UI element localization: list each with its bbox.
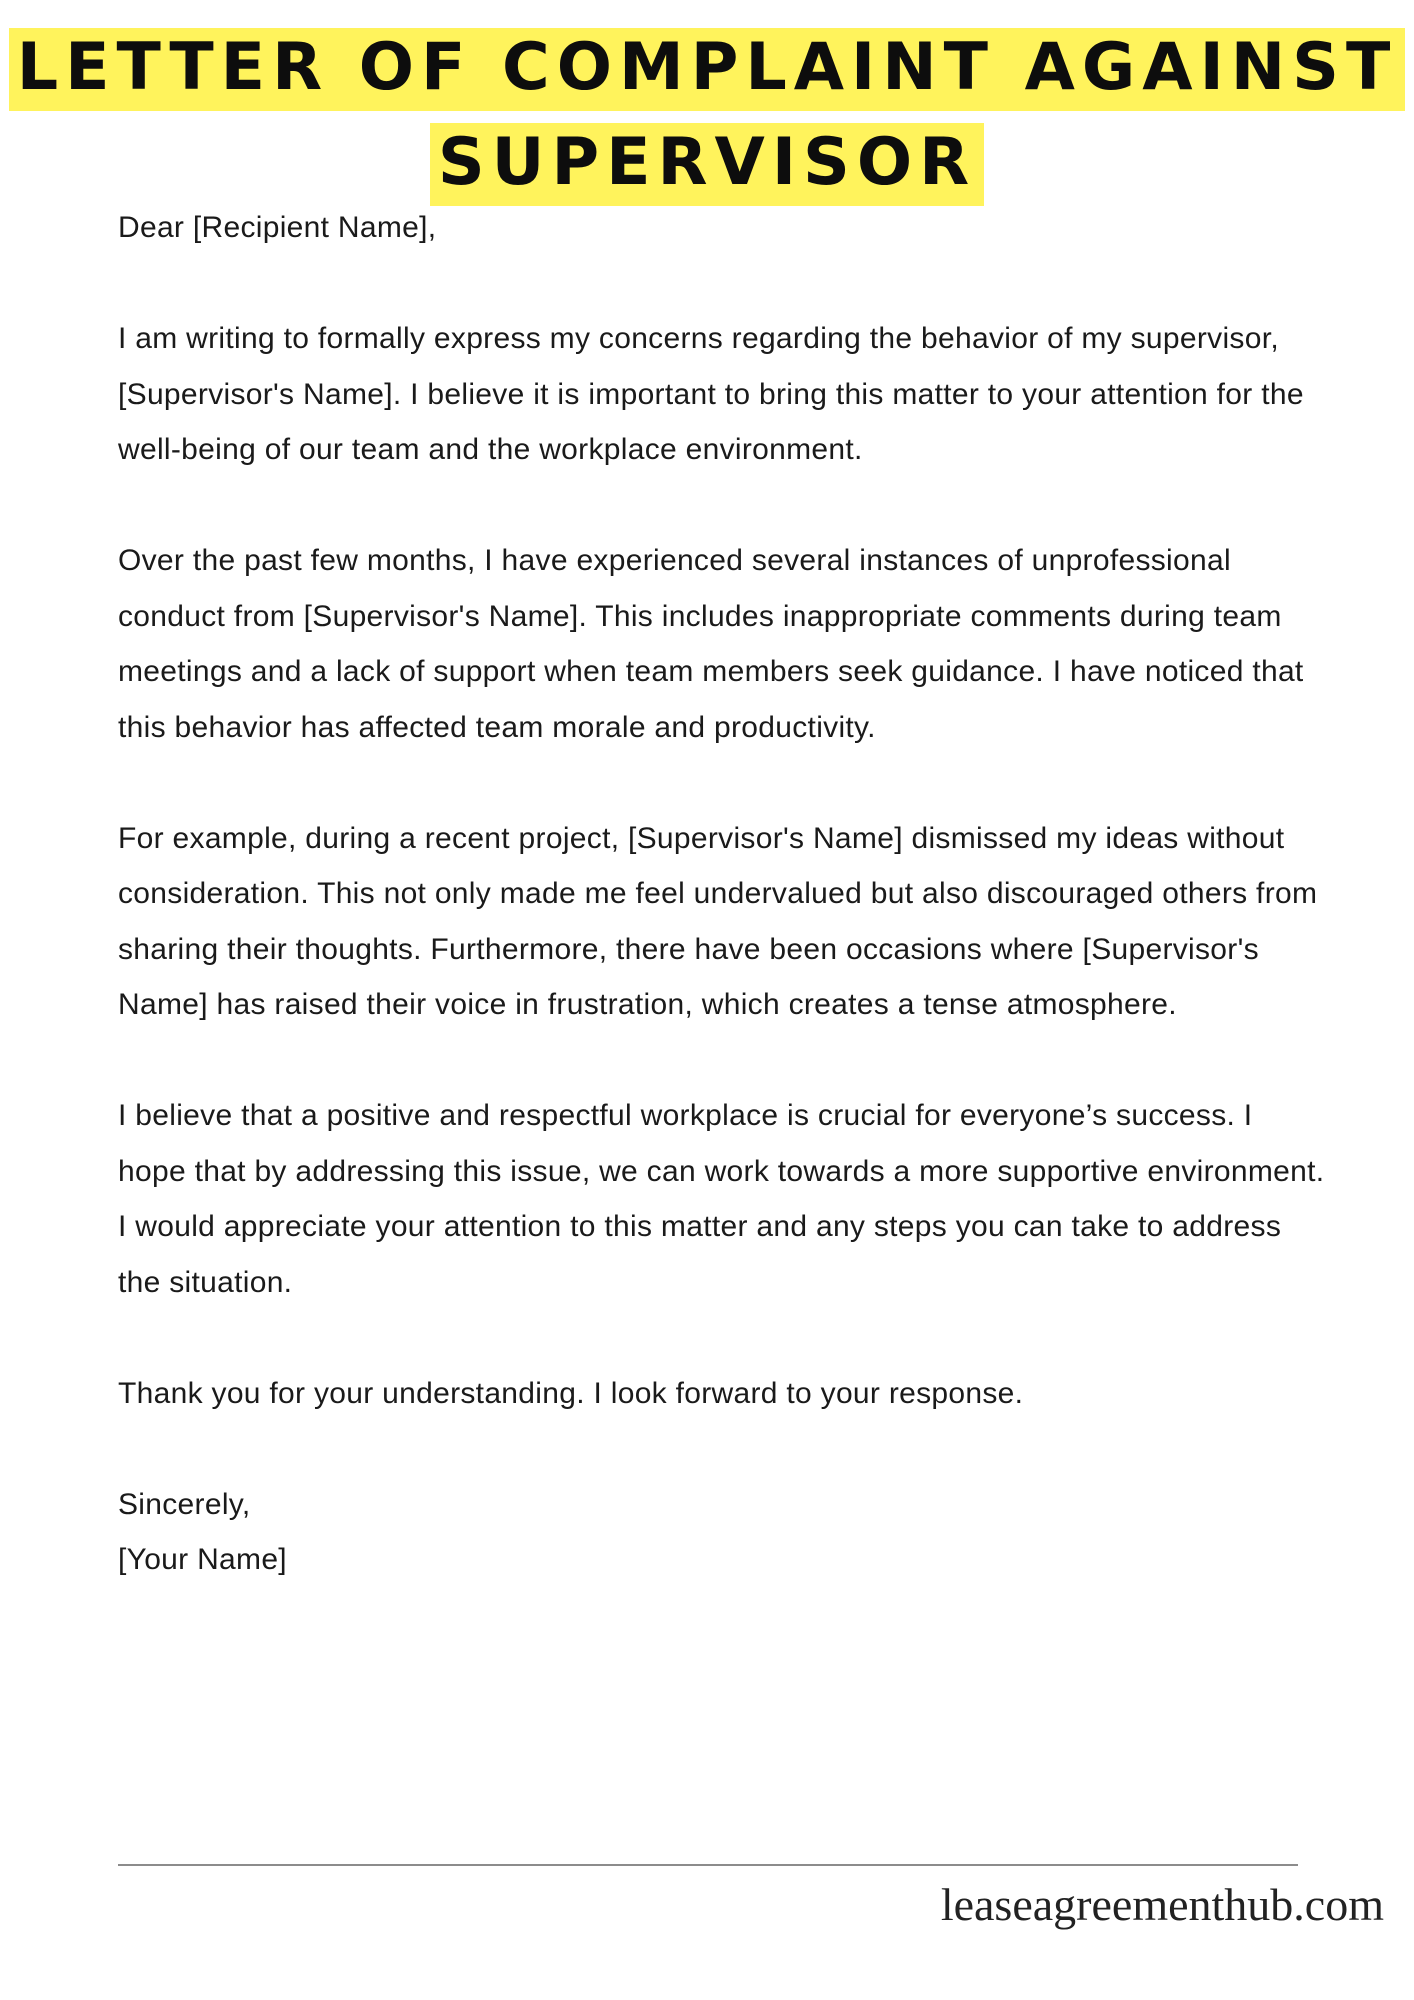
title-highlight: LETTER OF COMPLAINT AGAINST SUPERVISOR [9,28,1406,206]
closing: Sincerely, [118,1487,251,1521]
paragraph-request: I believe that a positive and respectful workplace is crucial for everyone’s success. I hope that by addressing this issue, we can work towards a more supportive environment. I would appreciate your attention to this matter and any steps you can take to address the situation. [118,1099,1325,1299]
paragraph-intro: I am writing to formally express my concerns regarding the behavior of my supervisor, [Supervisor's Name]. I believe it is important to bring this matter to your attention for the well-being of our team and the workplace environment. [118,322,1304,466]
paragraph-conduct: Over the past few months, I have experienced several instances of unprofessional conduct from [Supervisor's Name]. This includes inappropriate comments during team meetings and a lack of support when team members seek guidance. I have noticed that this behavior has affected team morale and productivity. [118,544,1304,744]
paragraph-thanks: Thank you for your understanding. I look forward to your response. [118,1376,1024,1410]
footer-brand: leaseagreementhub.com [940,1879,1384,1930]
page-title [0,20,1414,210]
paragraph-example: For example, during a recent project, [Supervisor's Name] dismissed my ideas without consideration. This not only made me feel undervalued but also discouraged others from sharing their thoughts. Furthermore, there have been occasions where [Supervisor's Name] has raised their voice in frustration, which creates a tense atmosphere. [118,821,1318,1021]
footer-divider [118,1864,1298,1866]
salutation: Dear [Recipient Name], [118,211,437,244]
letter-body [118,200,1328,1588]
signature: [Your Name] [118,1543,287,1576]
